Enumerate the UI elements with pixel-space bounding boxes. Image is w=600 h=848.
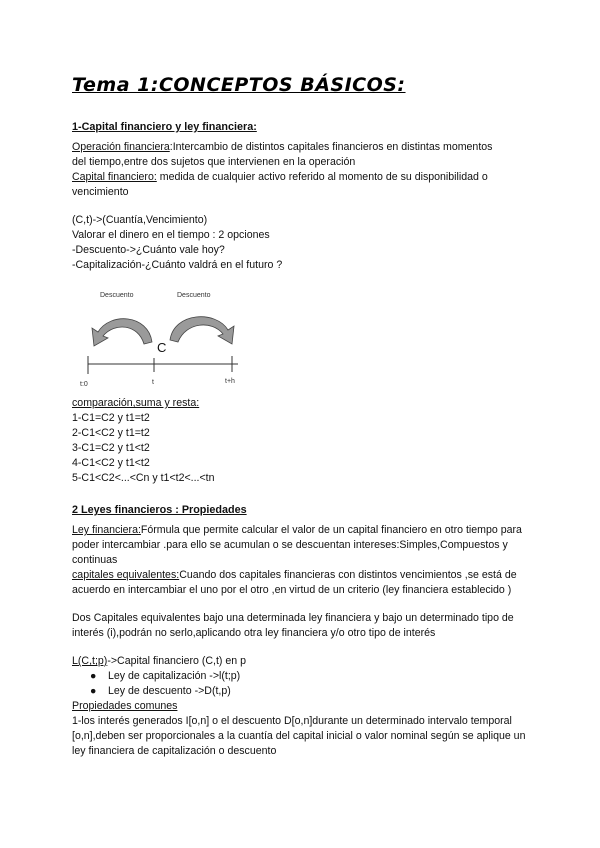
tick-label-mid: t <box>152 379 154 386</box>
capitales-equivalentes-line <box>72 568 517 583</box>
capital-financiero-def-cont: vencimiento <box>72 186 129 198</box>
text-line: Valorar el dinero en el tiempo : 2 opciones <box>72 229 270 241</box>
ley-financiera-term: Ley financiera: <box>72 524 141 536</box>
ley-financiera-def-cont: poder intercambiar .para ello se acumulan o se descuentan intereses:Simples,Compuestos y <box>72 539 508 551</box>
capitales-equivalentes-term: capitales equivalentes: <box>72 569 180 581</box>
paragraph-line: [o,n],deben ser proporcionales a la cuantía del capital inicial o valor nominal según se aplique un <box>72 730 526 742</box>
left-curved-arrow <box>92 319 152 346</box>
diagram-label-right: Descuento <box>177 292 211 299</box>
bullet-text: Ley de capitalización ->l(t;p) <box>108 670 241 682</box>
text-line: -Descuento->¿Cuánto vale hoy? <box>72 244 225 256</box>
capital-financiero-line <box>72 170 488 185</box>
operacion-financiera-line <box>72 140 492 155</box>
text-line: -Capitalización-¿Cuánto valdrá en el futuro ? <box>72 259 283 271</box>
ley-notation-def: ->Capital financiero (C,t) en p <box>107 655 246 667</box>
tick-label-end: t+h <box>225 378 235 385</box>
comparison-item: 5-C1<C2<...<Cn y t1<t2<...<tn <box>72 472 215 484</box>
operacion-financiera-def: :Intercambio de distintos capitales financieros en distintas momentos <box>169 141 493 153</box>
diagram-label-left: Descuento <box>100 292 134 299</box>
right-curved-arrow <box>170 317 234 344</box>
capitales-equivalentes-def: Cuando dos capitales financieras con distintos vencimientos ,se está de <box>179 569 517 581</box>
paragraph-line: interés (i),podrán no serlo,aplicando otra ley financiera y/o otro tipo de interés <box>72 627 436 639</box>
tick-label-start: t:0 <box>80 381 88 388</box>
section2-heading: 2 Leyes financieros : Propiedades <box>72 504 247 516</box>
ley-notation-line <box>72 654 246 669</box>
bullet-text: Ley de descuento ->D(t,p) <box>108 685 231 697</box>
ley-financiera-line <box>72 523 522 538</box>
ley-financiera-def: Fórmula que permite calcular el valor de un capital financiero en otro tiempo para <box>140 524 522 536</box>
capital-financiero-def: medida de cualquier activo referido al momento de su disponibilidad o <box>156 171 488 183</box>
comparison-item: 2-C1<C2 y t1=t2 <box>72 427 150 439</box>
bullet-dot-icon: ● <box>90 685 97 697</box>
page-title: Tema 1:CONCEPTOS BÁSICOS: <box>72 74 406 96</box>
time-value-diagram <box>70 284 250 394</box>
ley-financiera-def-cont: continuas <box>72 554 118 566</box>
paragraph-line: Dos Capitales equivalentes bajo una determinada ley financiera y bajo un determinado tipo de <box>72 612 514 624</box>
section1-heading: 1-Capital financiero y ley financiera: <box>72 121 257 133</box>
operacion-financiera-def-cont: del tiempo,entre dos sujetos que intervienen en la operación <box>72 156 356 168</box>
bullet-item <box>90 669 240 684</box>
operacion-financiera-term: Operación financiera <box>72 141 170 153</box>
diagram-center-label: C <box>157 340 167 355</box>
comparison-heading: comparación,suma y resta: <box>72 397 200 409</box>
capitales-equivalentes-def-cont: acuerdo en intercambiar el uno por el otro ,en virtud de un criterio (ley financiera establecido ) <box>72 584 512 596</box>
bullet-dot-icon: ● <box>90 670 97 682</box>
paragraph-line: ley financiera de capitalización o descuento <box>72 745 277 757</box>
capital-financiero-term: Capital financiero: <box>72 171 157 183</box>
text-line: (C,t)->(Cuantía,Vencimiento) <box>72 214 208 226</box>
ley-notation-term: L(C,t;p) <box>72 655 108 667</box>
paragraph-line: 1-los interés generados I[o,n] o el descuento D[o,n]durante un determinado intervalo temporal <box>72 715 512 727</box>
propiedades-heading: Propiedades comunes <box>72 700 178 712</box>
bullet-item <box>90 684 231 699</box>
comparison-item: 1-C1=C2 y t1=t2 <box>72 412 150 424</box>
comparison-item: 3-C1=C2 y t1<t2 <box>72 442 150 454</box>
comparison-item: 4-C1<C2 y t1<t2 <box>72 457 150 469</box>
